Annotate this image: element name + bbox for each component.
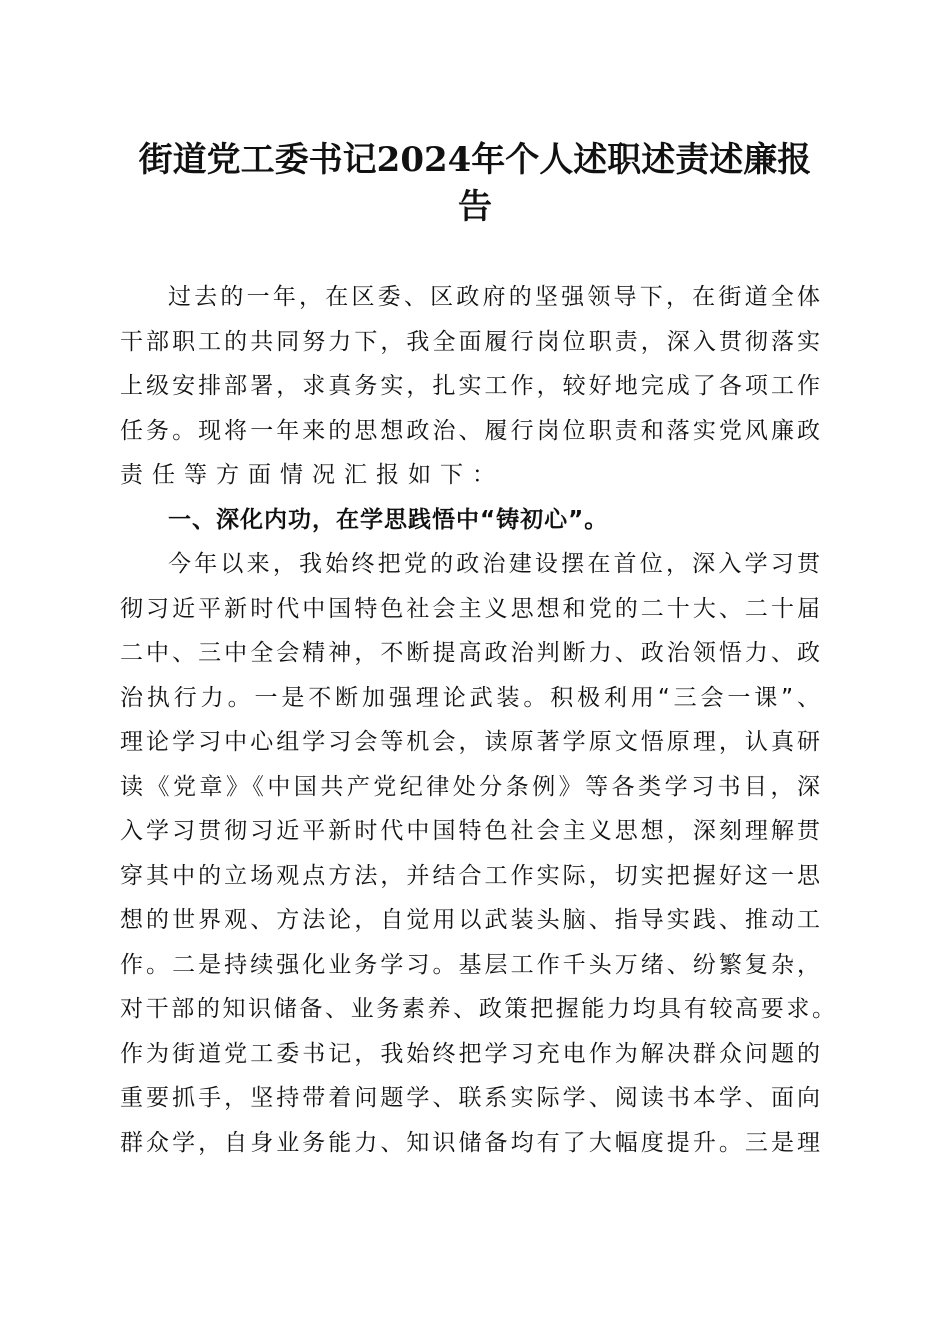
paragraph-line: 想的世界观、方法论，自觉用以武装头脑、指导实践、推动工: [120, 907, 820, 933]
paragraph-line: 干部职工的共同努力下，我全面履行岗位职责，深入贯彻落实: [120, 328, 820, 355]
paragraph-line: 作。二是持续强化业务学习。基层工作千头万绪、纷繁复杂，: [120, 951, 820, 978]
paragraph-line: 对干部的知识储备、业务素养、政策把握能力均具有较高要求。: [120, 996, 835, 1022]
paragraph-line: 责任等方面情况汇报如下：: [120, 462, 504, 488]
paragraph-line: 任务。现将一年来的思想政治、履行岗位职责和落实党风廉政: [120, 417, 820, 444]
section-heading: 一、深化内功，在学思践悟中“铸初心”。: [168, 506, 609, 533]
paragraph-line: 二中、三中全会精神，不断提高政治判断力、政治领悟力、政: [120, 640, 820, 666]
paragraph-line: 读《党章》《中国共产党纪律处分条例》等各类学习书目，深: [120, 773, 820, 800]
document-title-line-1: 街道党工委书记2024年个人述职述责述廉报: [138, 140, 812, 180]
paragraph-line: 彻习近平新时代中国特色社会主义思想和党的二十大、二十届: [120, 595, 820, 622]
paragraph-line: 作为街道党工委书记，我始终把学习充电作为解决群众问题的: [120, 1040, 820, 1067]
paragraph-line: 入学习贯彻习近平新时代中国特色社会主义思想，深刻理解贯: [120, 818, 820, 844]
paragraph-line: 上级安排部署，求真务实，扎实工作，较好地完成了各项工作: [120, 373, 820, 399]
paragraph-line: 治执行力。一是不断加强理论武装。积极利用“三会一课”、: [120, 684, 820, 711]
paragraph-line: 今年以来，我始终把党的政治建设摆在首位，深入学习贯: [168, 551, 820, 577]
document-body: [120, 275, 835, 1165]
document-title-line-2: 告: [458, 187, 492, 227]
paragraph-line: 重要抓手，坚持带着问题学、联系实际学、阅读书本学、面向: [120, 1085, 820, 1111]
paragraph-line: 穿其中的立场观点方法，并结合工作实际，切实把握好这一思: [120, 862, 820, 889]
paragraph-line: 过去的一年，在区委、区政府的坚强领导下，在街道全体: [168, 284, 820, 310]
paragraph-line: 理论学习中心组学习会等机会，读原著学原文悟原理，认真研: [120, 729, 820, 755]
paragraph-line: 群众学，自身业务能力、知识储备均有了大幅度提升。三是理: [120, 1129, 820, 1156]
